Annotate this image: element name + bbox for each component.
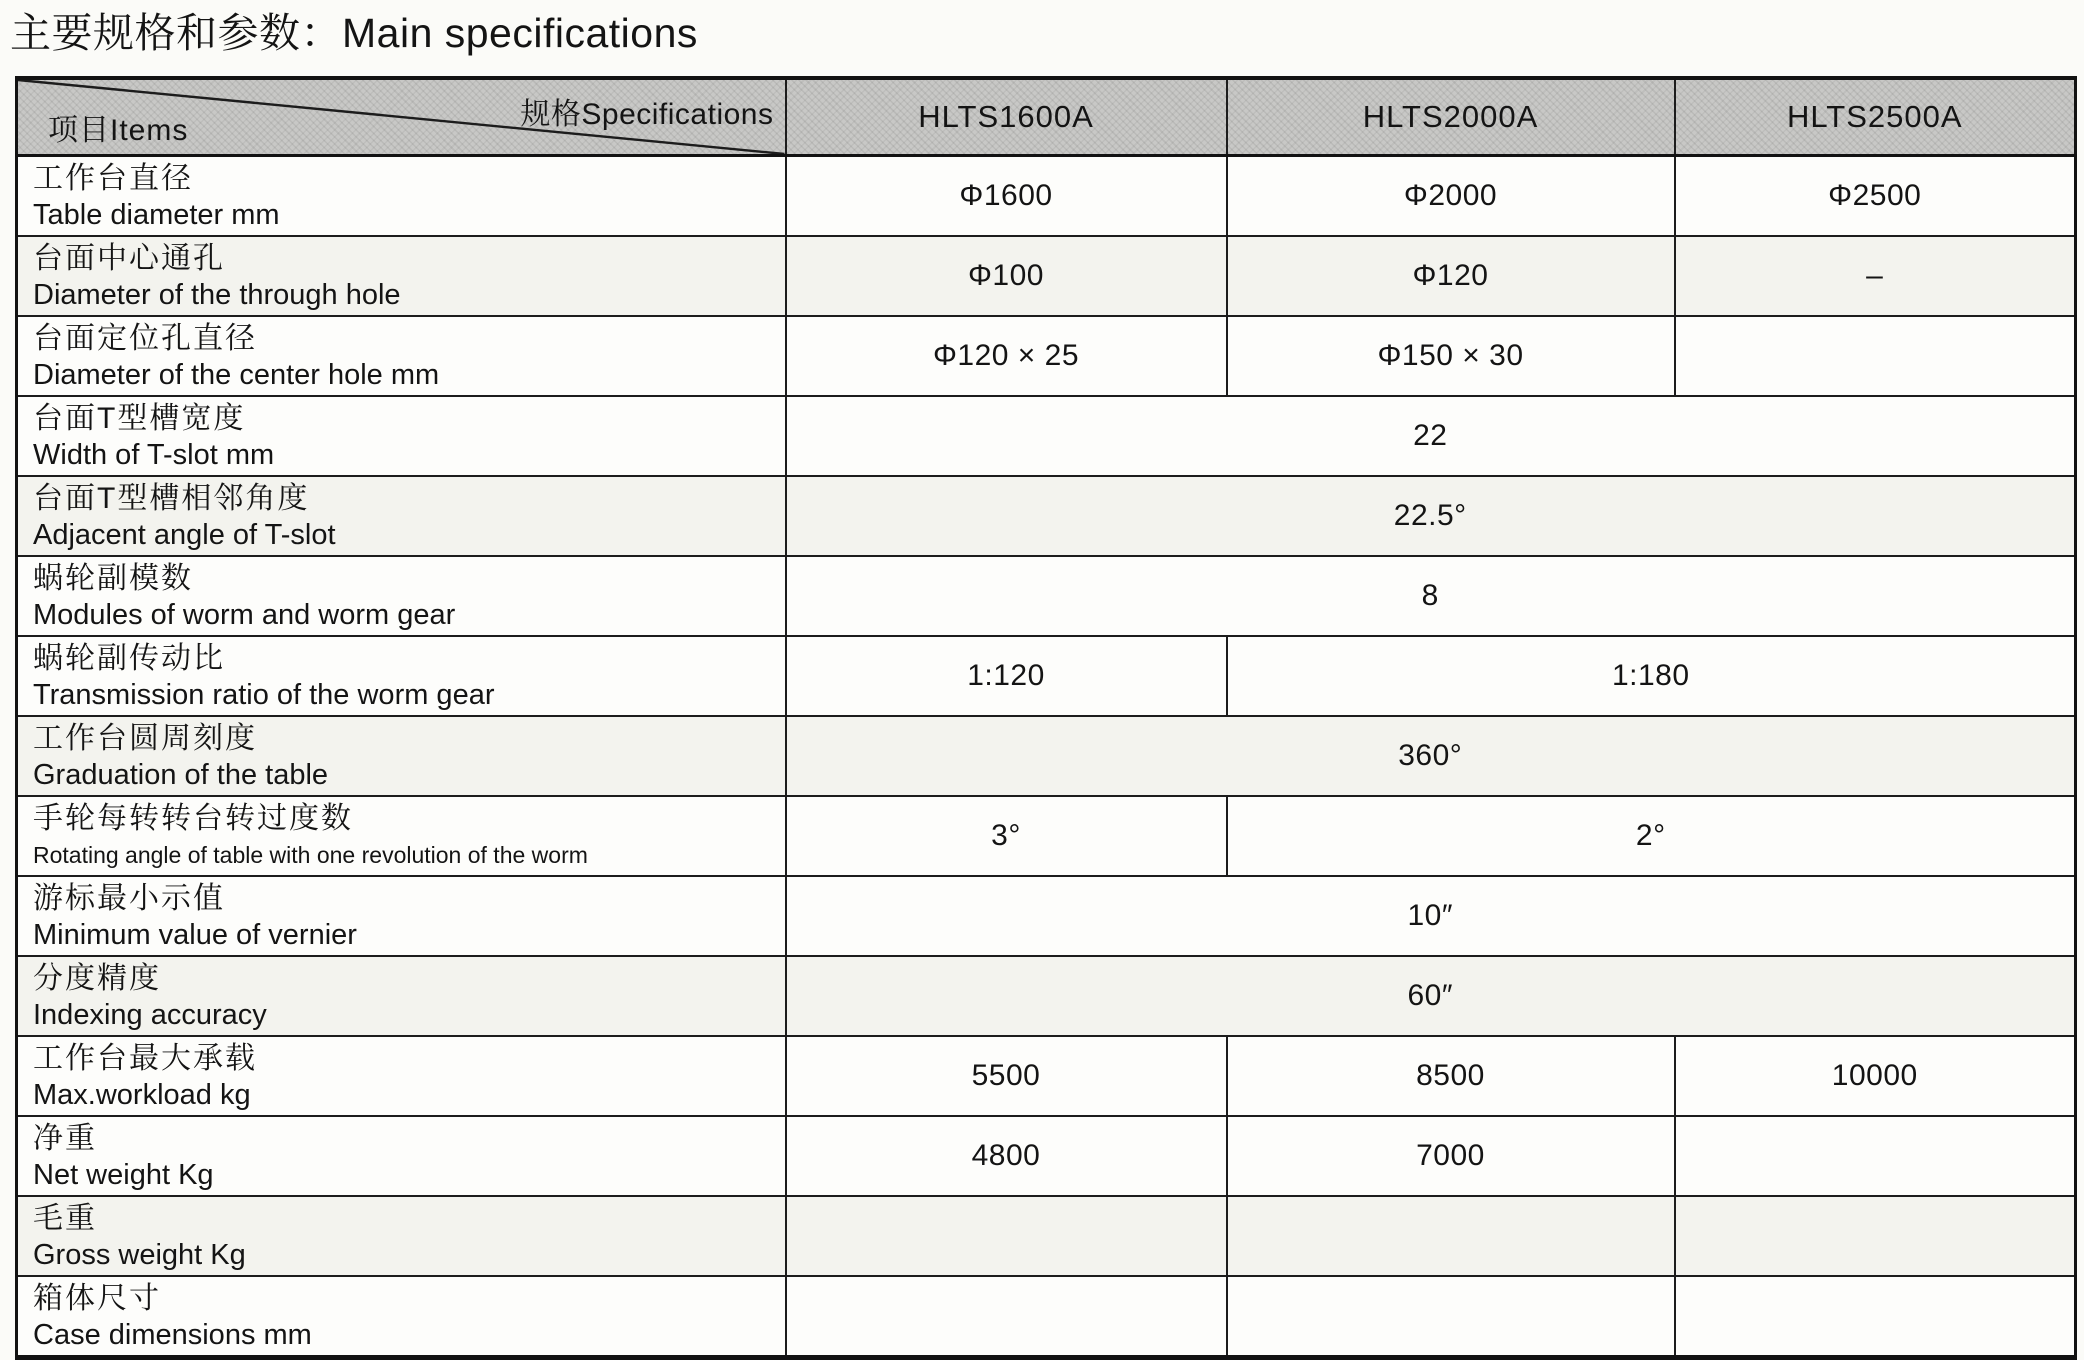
spec-value-cell <box>1675 1196 2076 1276</box>
header-row <box>17 78 2076 156</box>
column-header-hlts2500a: HLTS2500A <box>1675 78 2076 156</box>
spec-item-cell <box>17 1036 786 1116</box>
table-row <box>17 476 2076 556</box>
table-row <box>17 636 2076 716</box>
spec-value-cell: Φ1600 <box>786 156 1227 237</box>
spec-item-cell <box>17 1116 786 1196</box>
spec-item-cell <box>17 236 786 316</box>
spec-value-cell: 10″ <box>786 876 2076 956</box>
spec-item-cell <box>17 956 786 1036</box>
table-row <box>17 156 2076 237</box>
table-body <box>17 156 2076 1358</box>
spec-value-cell: 60″ <box>786 956 2076 1036</box>
table-row <box>17 236 2076 316</box>
spec-item-cell <box>17 396 786 476</box>
spec-value-cell <box>1227 1276 1675 1358</box>
item-label-en: Max.workload kg <box>33 1079 251 1111</box>
item-label-en: Gross weight Kg <box>33 1239 246 1271</box>
spec-value-cell: 5500 <box>786 1036 1227 1116</box>
column-header-hlts1600a: HLTS1600A <box>786 78 1227 156</box>
spec-value-cell: 22.5° <box>786 476 2076 556</box>
spec-value-cell: 360° <box>786 716 2076 796</box>
spec-value-cell <box>786 1276 1227 1358</box>
spec-value-cell: Φ120 <box>1227 236 1675 316</box>
item-label-zh: 台面定位孔直径 <box>33 322 257 355</box>
table-row <box>17 1276 2076 1358</box>
table-row <box>17 396 2076 476</box>
item-label-zh: 毛重 <box>33 1202 97 1235</box>
item-label-en: Diameter of the center hole mm <box>33 359 440 391</box>
item-label-en: Width of T-slot mm <box>33 439 275 471</box>
item-label-zh: 工作台最大承载 <box>33 1042 257 1075</box>
spec-value-cell: 7000 <box>1227 1116 1675 1196</box>
spec-value-cell: – <box>1675 236 2076 316</box>
spec-value-cell: 8 <box>786 556 2076 636</box>
spec-value-cell <box>1675 1276 2076 1358</box>
spec-value-cell: Φ150 × 30 <box>1227 316 1675 396</box>
specifications-table <box>15 76 2077 1360</box>
item-label-en: Modules of worm and worm gear <box>33 599 456 631</box>
item-label-zh: 台面T型槽相邻角度 <box>33 482 310 515</box>
item-label-en: Rotating angle of table with one revolution of the worm <box>33 842 588 868</box>
spec-item-cell <box>17 476 786 556</box>
item-label-zh: 游标最小示值 <box>33 882 225 915</box>
spec-item-cell <box>17 1196 786 1276</box>
table-row <box>17 1196 2076 1276</box>
item-label-en: Indexing accuracy <box>33 999 267 1031</box>
spec-value-cell <box>1675 316 2076 396</box>
spec-value-cell: Φ2500 <box>1675 156 2076 237</box>
spec-value-cell: Φ2000 <box>1227 156 1675 237</box>
item-label-en: Table diameter mm <box>33 199 280 231</box>
item-label-en: Diameter of the through hole <box>33 279 401 311</box>
spec-value-cell: 8500 <box>1227 1036 1675 1116</box>
item-label-zh: 蜗轮副模数 <box>33 562 193 595</box>
spec-item-cell <box>17 1276 786 1358</box>
item-label-zh: 工作台圆周刻度 <box>33 722 257 755</box>
spec-value-cell: 22 <box>786 396 2076 476</box>
spec-value-cell: 3° <box>786 796 1227 876</box>
spec-value-cell: 10000 <box>1675 1036 2076 1116</box>
table-row <box>17 956 2076 1036</box>
spec-item-cell <box>17 636 786 716</box>
item-label-en: Minimum value of vernier <box>33 919 357 951</box>
item-label-en: Transmission ratio of the worm gear <box>33 679 495 711</box>
item-label-zh: 箱体尺寸 <box>33 1282 161 1315</box>
item-label-zh: 手轮每转转台转过度数 <box>33 802 353 835</box>
spec-value-cell <box>1227 1196 1675 1276</box>
table-row <box>17 876 2076 956</box>
spec-item-cell <box>17 716 786 796</box>
spec-value-cell: 1:120 <box>786 636 1227 716</box>
item-label-zh: 净重 <box>33 1122 97 1155</box>
spec-value-cell: Φ120 × 25 <box>786 316 1227 396</box>
spec-item-cell <box>17 156 786 237</box>
spec-item-cell <box>17 316 786 396</box>
page-title: 主要规格和参数：Main specifications <box>10 10 698 56</box>
spec-item-cell <box>17 796 786 876</box>
item-label-zh: 蜗轮副传动比 <box>33 642 225 675</box>
spec-value-cell <box>1675 1116 2076 1196</box>
table-row <box>17 796 2076 876</box>
spec-value-cell: 2° <box>1227 796 2076 876</box>
spec-value-cell: Φ100 <box>786 236 1227 316</box>
item-label-zh: 分度精度 <box>33 962 161 995</box>
spec-value-cell: 1:180 <box>1227 636 2076 716</box>
spec-item-cell <box>17 556 786 636</box>
item-label-zh: 工作台直径 <box>33 162 193 195</box>
column-header-hlts2000a: HLTS2000A <box>1227 78 1675 156</box>
item-label-en: Graduation of the table <box>33 759 329 791</box>
table-row <box>17 1116 2076 1196</box>
table-row <box>17 1036 2076 1116</box>
item-label-en: Adjacent angle of T-slot <box>33 519 336 551</box>
table-row <box>17 316 2076 396</box>
item-label-en: Net weight Kg <box>33 1159 214 1191</box>
table-row <box>17 716 2076 796</box>
spec-value-cell <box>786 1196 1227 1276</box>
item-label-zh: 台面中心通孔 <box>33 242 225 275</box>
corner-specifications-label: 规格Specifications <box>520 98 774 131</box>
corner-items-label: 项目Items <box>48 114 189 147</box>
spec-item-cell <box>17 876 786 956</box>
table-row <box>17 556 2076 636</box>
spec-value-cell: 4800 <box>786 1116 1227 1196</box>
item-label-en: Case dimensions mm <box>33 1319 312 1351</box>
item-label-zh: 台面T型槽宽度 <box>33 402 246 435</box>
corner-cell <box>17 78 786 156</box>
